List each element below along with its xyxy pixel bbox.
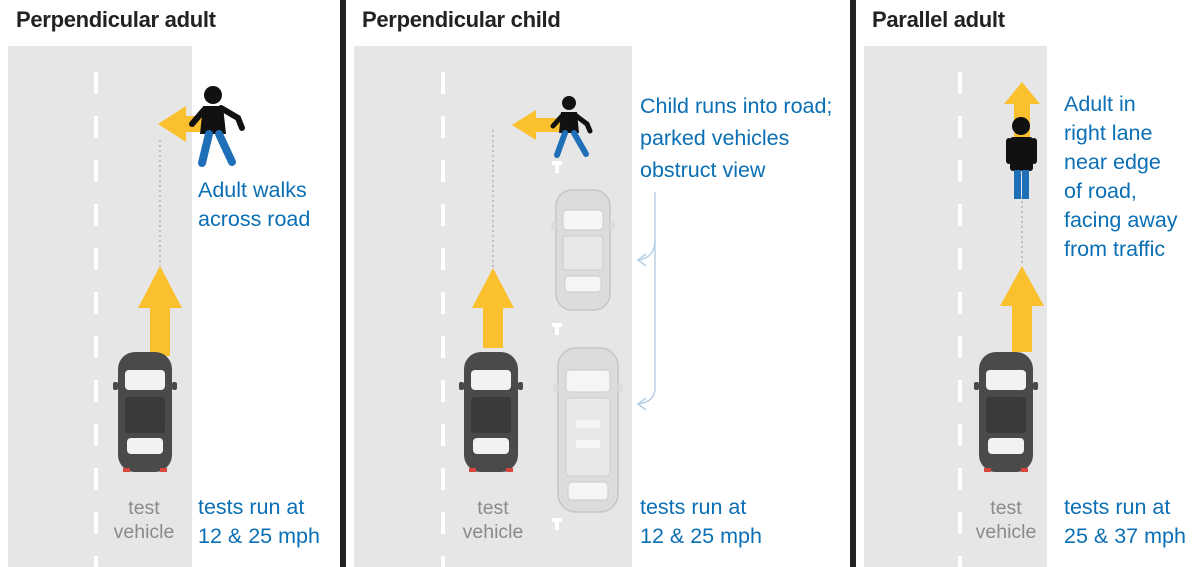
vehicle-label-line: vehicle — [462, 521, 524, 543]
vehicle-label-line: test — [990, 497, 1022, 519]
vehicle-label-line: test — [477, 497, 509, 519]
note-line: Adult in — [1064, 92, 1136, 116]
callout-connector — [638, 192, 655, 410]
vehicle-label-line: vehicle — [113, 521, 175, 543]
note-line: near edge — [1064, 150, 1161, 174]
speed-line: 12 & 25 mph — [198, 524, 320, 548]
note-line: facing away — [1064, 208, 1178, 232]
vehicle-label-line: test — [128, 497, 160, 519]
speed-line: 25 & 37 mph — [1064, 524, 1186, 548]
direction-arrow-icon — [1000, 266, 1044, 352]
parked-vehicle-icon — [551, 190, 615, 310]
speed-line: tests run at — [198, 495, 305, 519]
note-line: right lane — [1064, 121, 1153, 145]
note-line: parked vehicles — [640, 126, 790, 150]
speed-line: tests run at — [1064, 495, 1171, 519]
panel-title: Perpendicular adult — [16, 7, 216, 32]
note-line: Adult walks — [198, 178, 307, 202]
panel-title: Perpendicular child — [362, 7, 561, 32]
vehicle-label-line: vehicle — [975, 521, 1037, 543]
test-vehicle-icon — [113, 352, 177, 472]
direction-arrow-icon — [472, 268, 514, 348]
direction-arrow-icon — [138, 266, 182, 356]
speed-line: 12 & 25 mph — [640, 524, 762, 548]
test-vehicle-icon — [974, 352, 1038, 472]
note-line: Child runs into road; — [640, 94, 833, 118]
pedestrian-adult-icon — [1006, 117, 1037, 199]
panel-title: Parallel adult — [872, 7, 1005, 32]
note-line: obstruct view — [640, 158, 766, 182]
note-line: of road, — [1064, 179, 1137, 203]
note-line: from traffic — [1064, 237, 1166, 261]
note-line: across road — [198, 207, 311, 231]
test-vehicle-icon — [459, 352, 523, 472]
parked-vehicle-icon — [553, 348, 623, 512]
speed-line: tests run at — [640, 495, 747, 519]
